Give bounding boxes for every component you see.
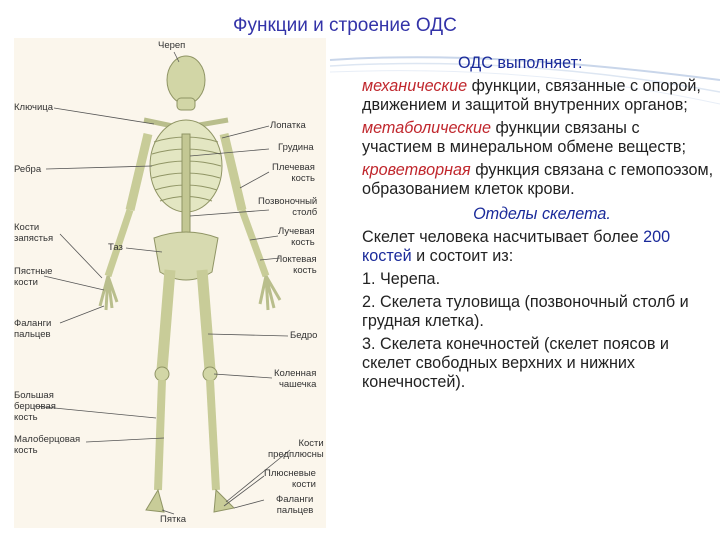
- list-item-limbs: 3. Скелета конечностей (скелет поясов и скелет свободных верхних и нижних конечностей).: [362, 335, 669, 391]
- term-mechanical: механические: [362, 77, 468, 95]
- bone-count-post: и состоит из:: [411, 247, 514, 265]
- label-ribs: Ребра: [14, 164, 42, 175]
- text-column: [362, 54, 714, 396]
- label-tibia: Большая берцовая кость: [14, 390, 56, 423]
- label-tarsals: Кости предплюсны: [268, 438, 324, 460]
- term-metabolic: метаболические: [362, 119, 492, 137]
- paragraph-hematopoietic: [362, 161, 714, 199]
- label-radius: Лучевая кость: [278, 226, 315, 248]
- metabolic-description: функции связаны с участием в минеральном обмене веществ;: [362, 119, 687, 156]
- label-sternum: Грудина: [278, 142, 314, 153]
- bone-count-number: 200 костей: [362, 228, 671, 265]
- label-clavicle: Ключица: [14, 102, 53, 113]
- label-humerus: Плечевая кость: [272, 162, 315, 184]
- label-scapula: Лопатка: [270, 120, 306, 131]
- functions-header: ОДС выполняет:: [458, 54, 583, 72]
- paragraph-metabolic: [362, 119, 714, 157]
- mechanical-description: функции, связанные с опорой, движением и защитой внутренних органов;: [362, 77, 701, 114]
- bone-count-pre: Скелет человека насчитывает более: [362, 228, 644, 246]
- label-patella: Коленная чашечка: [274, 368, 317, 390]
- label-phalanges-hand: Фаланги пальцев: [14, 318, 52, 340]
- skeleton-figure: [14, 38, 326, 528]
- paragraph-mechanical: [362, 77, 714, 115]
- label-metacarpals: Пястные кости: [14, 266, 53, 288]
- label-carpals: Кости запястья: [14, 222, 54, 244]
- term-hematopoietic: кроветворная: [362, 161, 471, 179]
- label-heel: Пятка: [160, 514, 186, 525]
- list-item-trunk: 2. Скелета туловища (позвоночный столб и грудная клетка).: [362, 293, 689, 330]
- sections-title: Отделы скелета.: [473, 205, 611, 223]
- label-femur: Бедро: [290, 330, 318, 341]
- label-pelvis: Таз: [108, 242, 123, 253]
- label-phalanges-foot: Фаланги пальцев: [276, 494, 314, 516]
- hematopoietic-description: функция связана с гемопоэзом, образованием клеток крови.: [362, 161, 714, 198]
- label-metatarsals: Плюсневые кости: [264, 468, 316, 490]
- list-item-skull: 1. Черепа.: [362, 270, 441, 288]
- label-fibula: Малоберцовая кость: [14, 434, 81, 456]
- label-ulna: Локтевая кость: [276, 254, 317, 276]
- label-skull: Череп: [158, 40, 186, 51]
- bone-count-paragraph: [362, 228, 714, 266]
- label-spine: Позвоночный столб: [258, 196, 318, 218]
- slide-title: Функции и строение ОДС: [233, 15, 457, 36]
